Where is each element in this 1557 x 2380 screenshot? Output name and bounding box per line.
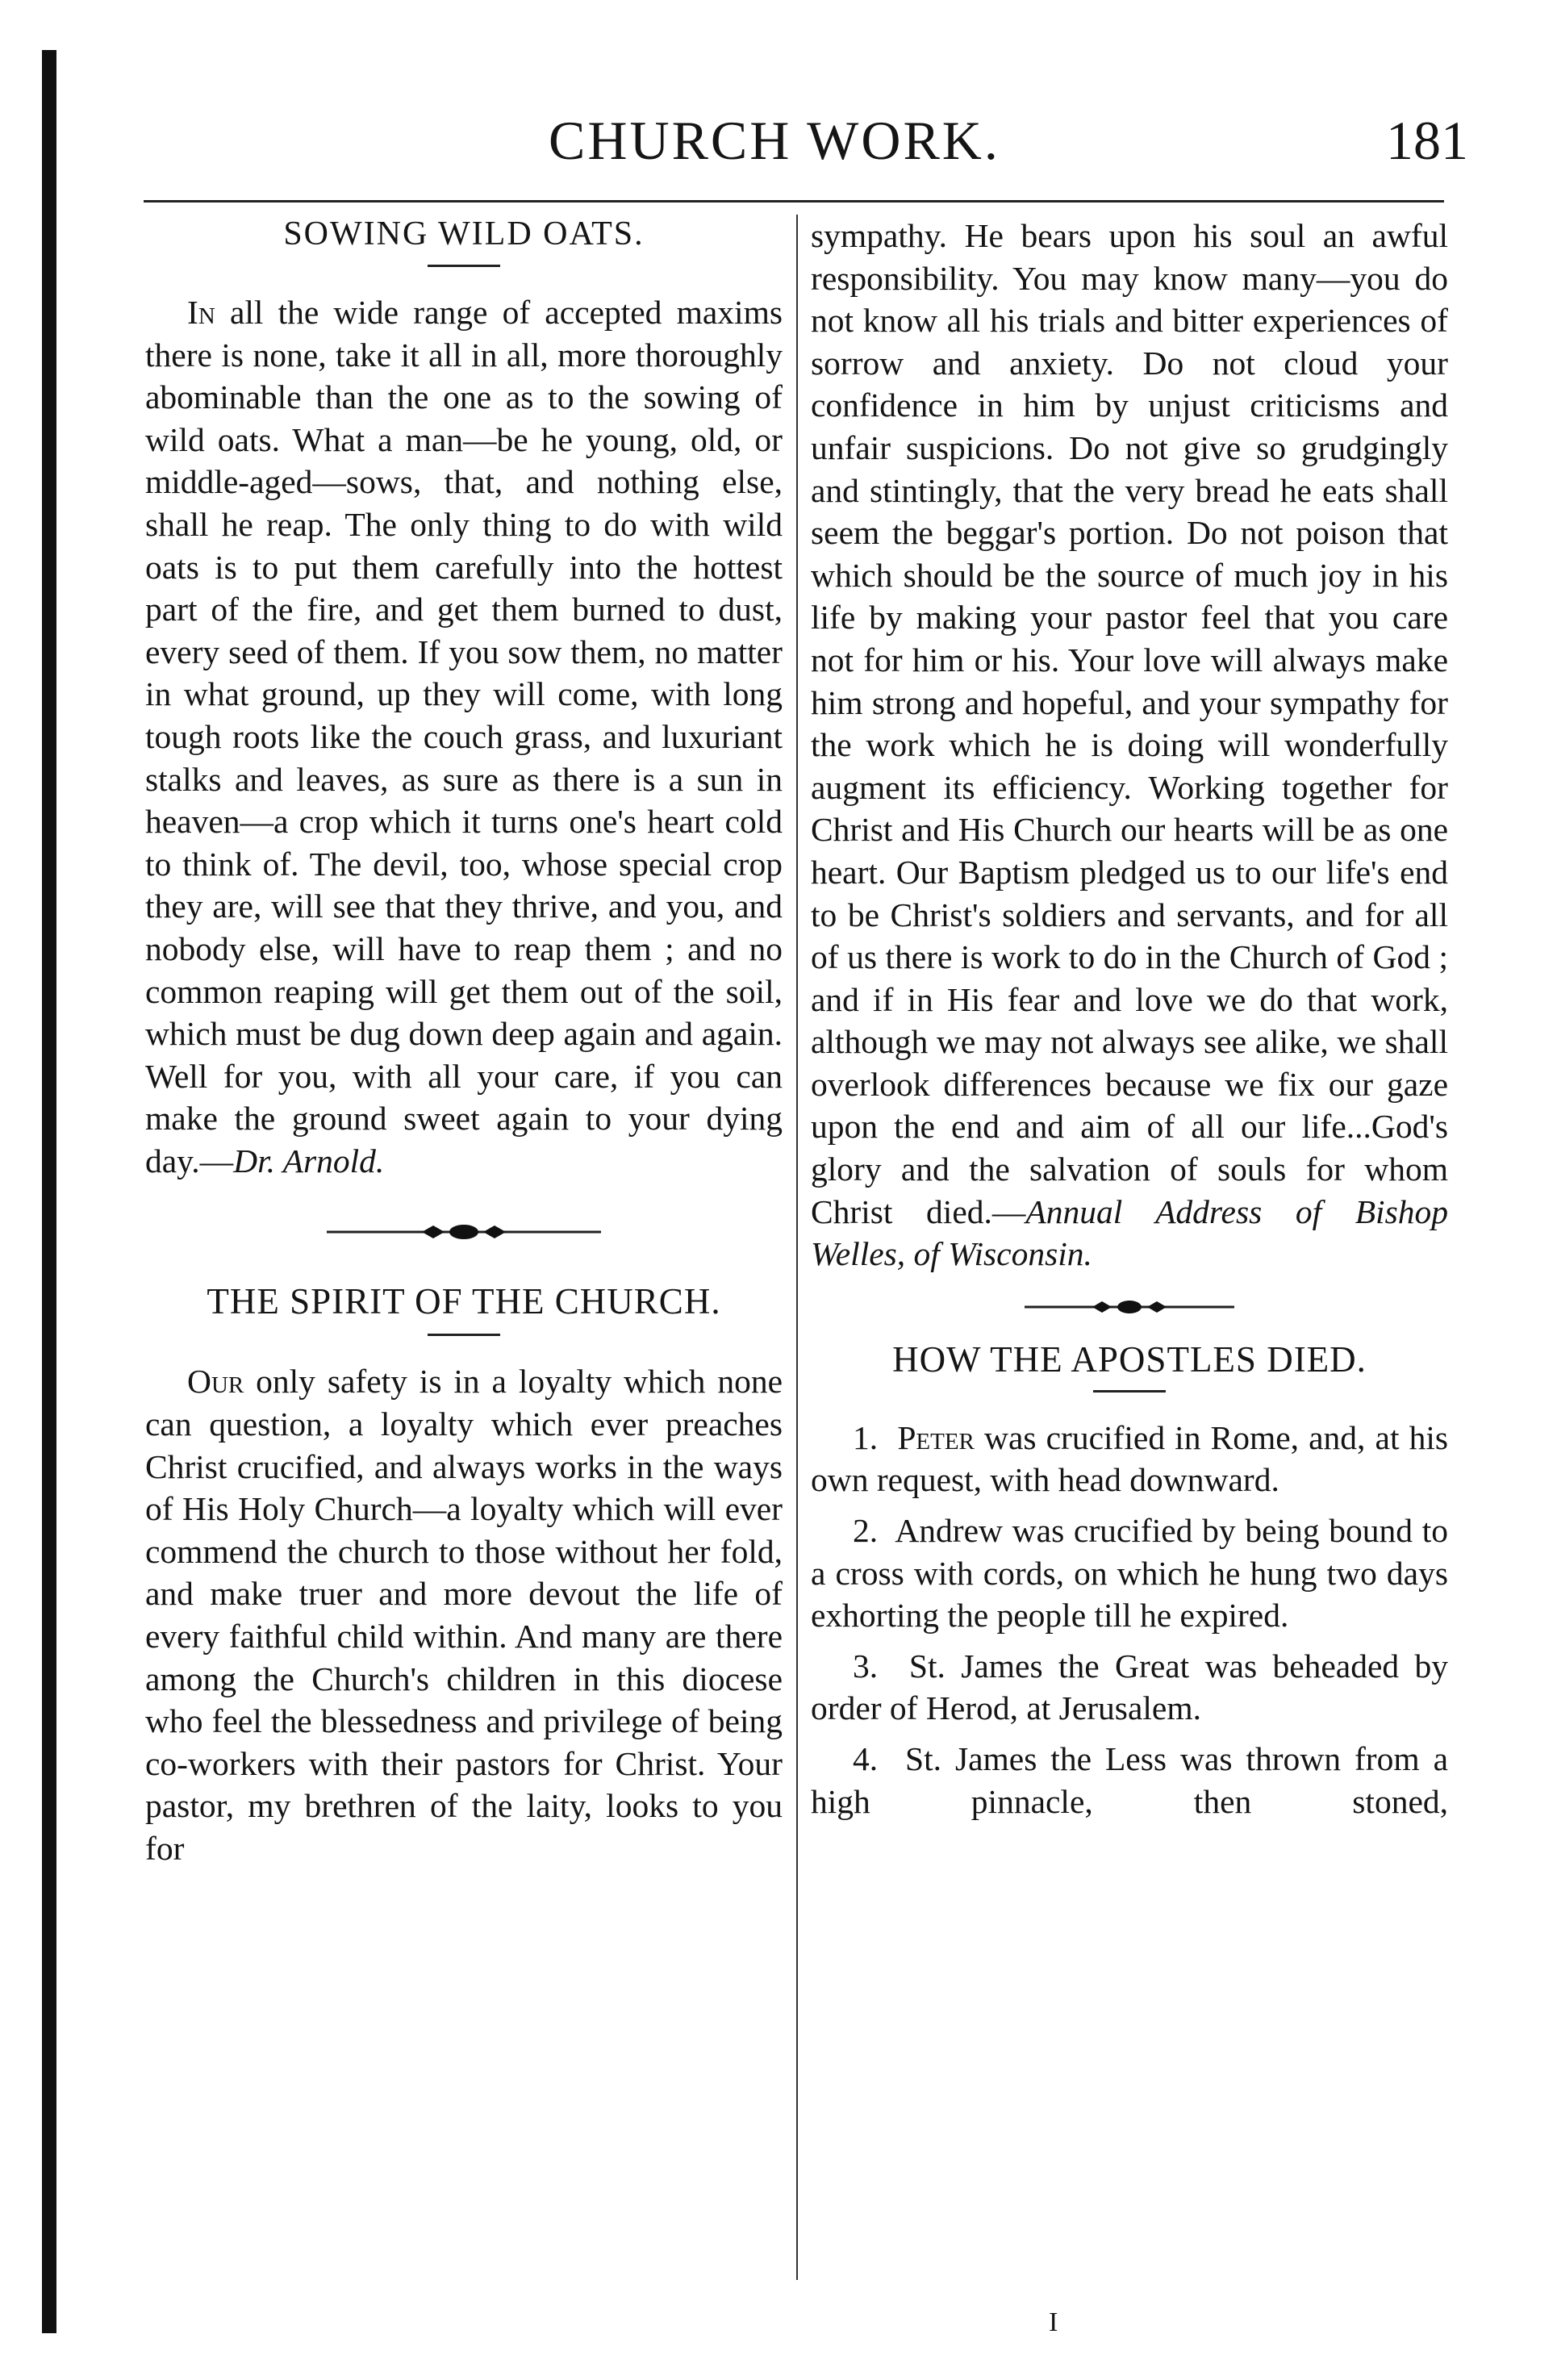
body-text: all the wide range of accepted maxims there is none, take it all in all, more thoroughly abominable than the one as to the sowing of wild oats. What a man—be he young, old, or middle-aged—sows, that, and nothing else, shall he reap. The only thing to do with wild oats is to put them carefully into the hottest part of the fire, and get them burned to dust, every seed of them. If you sow them, no matter in what ground, up they will come, with long tough roots like the couch grass, and luxuriant stalks and leaves, as sure as there is a sun in heaven—a crop which it turns one's heart cold to think of. The devil, too, whose special crop they are, will see that they thrive, and you, and nobody else, will have to reap them ; and no common reaping will get them out of the soil, which must be dug down deep again and again. Well for you, with all your care, if you can make the ground sweet again to your dying day.— <box>145 294 783 1180</box>
article-body-continued <box>811 215 1448 1276</box>
page-title: CHURCH WORK. <box>549 110 1000 171</box>
article-title: THE SPIRIT OF THE CHURCH. <box>207 1281 721 1322</box>
list-item: 4. St. James the Less was thrown from a high pinnacle, then stoned, <box>811 1740 1449 1820</box>
left-column <box>145 215 783 1870</box>
article-body <box>145 291 783 1182</box>
list-item: 3. St. James the Great was beheaded by order of Herod, at Jerusalem. <box>811 1647 1449 1727</box>
ornament-divider <box>327 1222 601 1242</box>
article-body <box>145 1360 783 1869</box>
article-title: HOW THE APOSTLES DIED. <box>892 1338 1367 1380</box>
article-sowing-wild-oats <box>145 215 783 1182</box>
column-divider <box>796 215 798 2280</box>
header-rule <box>144 200 1444 203</box>
title-rule <box>428 265 500 267</box>
body-text: sympathy. He bears upon his soul an awful responsibility. You may know many—you do not know all his trials and bitter experiences of sorrow and anxiety. Do not cloud your confidence in him by unjust criticisms and unfair suspicions. Do not give so grudgingly and stintingly, that the very bread he eats shall seem the beggar's portion. Do not poison that which should be the source of much joy in his life by making your pastor feel that you care not for him or his. Your love will always make him strong and hopeful, and your sympathy for the work which he is doing will wonderfully augment its efficiency. Working together for Christ and His Church our hearts will be as one heart. Our Baptism pledged us to our life's end to be Christ's soldiers and servants, and for all of us there is work to do in the Church of God ; and if in His fear and love we do that work, although we may not always see alike, we shall overlook differences because we fix our gaze upon the end and aim of all our life...God's glory and the salvation of souls for whom Christ died.— <box>811 217 1448 1230</box>
footer-mark: I <box>1049 2307 1058 2337</box>
list-item: 2. Andrew was crucified by being bound to a cross with cords, on which he hung two days exhorting the people till he expired. <box>811 1512 1448 1635</box>
drop-word: In <box>187 294 215 331</box>
ornament-divider <box>1025 1298 1234 1316</box>
list-item: 1. Peter was crucified in Rome, and, at his own request, with head downward. <box>811 1418 1448 1499</box>
author-attribution: Dr. Arnold. <box>233 1142 385 1180</box>
page-number: 181 <box>1386 110 1468 171</box>
body-text: only safety is in a loyalty which none can question, a loyalty which ever preaches Christ crucified, and always works in the ways of His Holy Church—a loyalty which will ever commend the church to those without her fold, and make truer and more devout the life of every faithful child within. And many are there among the Church's children in this diocese who feel the blessedness and privilege of being co-workers with their pastors for Christ. Your pastor, my brethren of the laity, looks to you for <box>145 1363 783 1867</box>
binding-edge <box>42 50 56 2333</box>
source-attribution: Annual Address of Bishop Welles, of Wisconsin. <box>811 1192 1448 1273</box>
right-column <box>811 215 1448 1831</box>
drop-word: Our <box>187 1363 244 1401</box>
article-title: SOWING WILD OATS. <box>283 215 645 253</box>
title-rule <box>1093 1390 1166 1393</box>
apostle-name: Peter <box>897 1418 975 1456</box>
article-how-the-apostles-died <box>811 1338 1448 1823</box>
title-rule <box>428 1334 500 1336</box>
article-spirit-of-the-church <box>145 1280 783 1869</box>
running-head <box>145 109 1468 182</box>
